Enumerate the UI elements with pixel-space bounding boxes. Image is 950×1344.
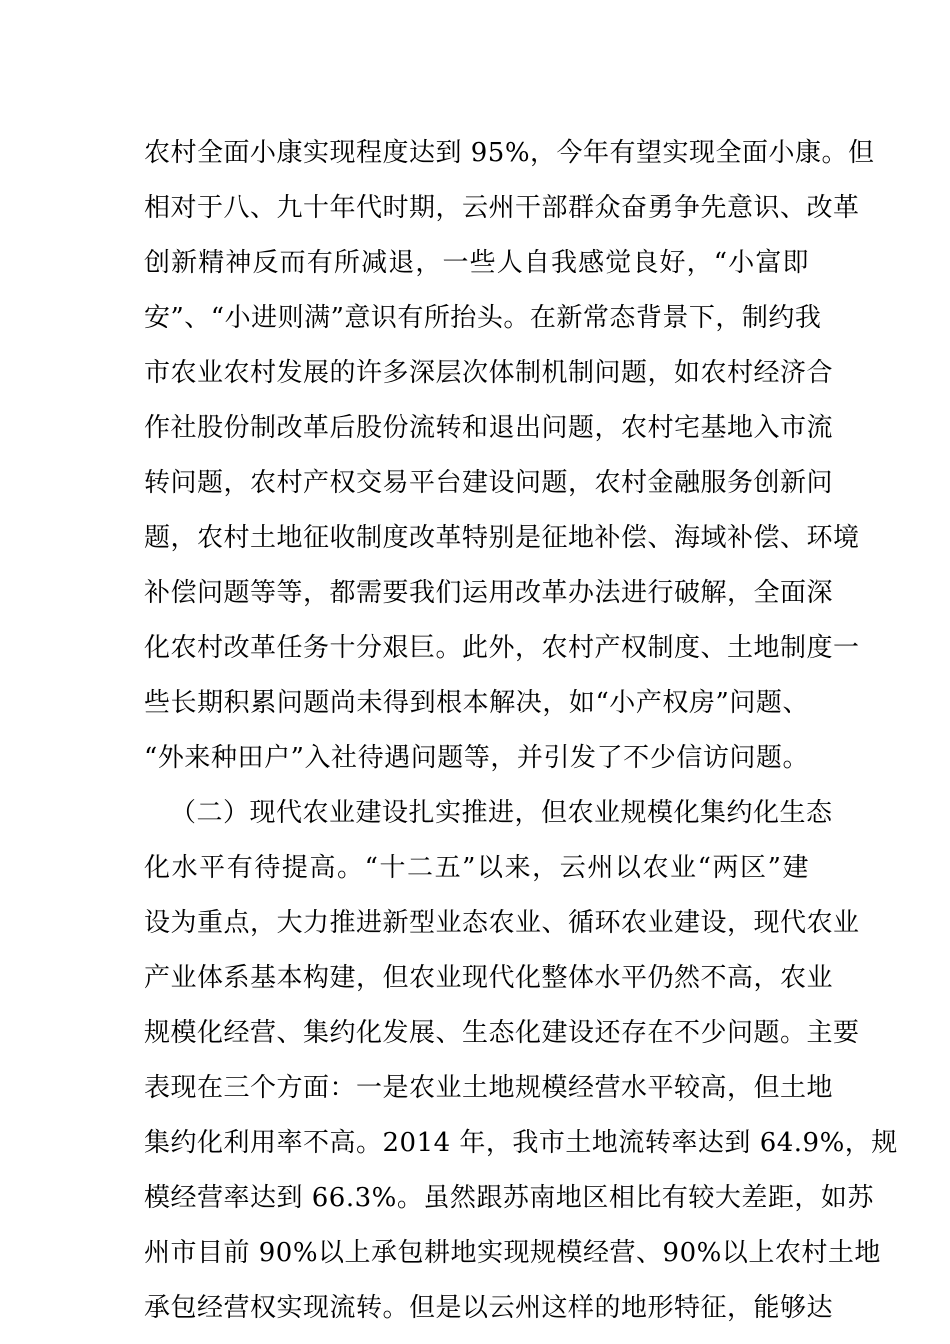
text-line: 补偿问题等等，都需要我们运用改革办法进行破解，全面深 [144,578,834,608]
text-line: 模经营率达到 66.3%。虽然跟苏南地区相比有较大差距，如苏 [144,1183,874,1213]
text-line: 安”、“小进则满”意识有所抬头。在新常态背景下，制约我 [144,303,822,333]
text-line: 创新精神反而有所减退，一些人自我感觉良好，“小富即 [144,248,809,278]
text-line: 农村全面小康实现程度达到 95%，今年有望实现全面小康。但 [144,138,875,168]
text-line: 作社股份制改革后股份流转和退出问题，农村宅基地入市流 [144,413,834,443]
text-line: 转问题，农村产权交易平台建设问题，农村金融服务创新问 [144,468,834,498]
text-line: 题，农村土地征收制度改革特别是征地补偿、海域补偿、环境 [144,523,860,553]
text-line: 设为重点，大力推进新型业态农业、循环农业建设，现代农业 [144,908,860,938]
body-text [144,126,898,1336]
text-line: 表现在三个方面：一是农业土地规模经营水平较高，但土地 [144,1073,834,1103]
text-line: 州市目前 90%以上承包耕地实现规模经营、90%以上农村土地 [144,1238,881,1268]
text-line: 化水平有待提高。“十二五”以来，云州以农业“两区”建 [144,853,809,883]
text-line: 化农村改革任务十分艰巨。此外，农村产权制度、土地制度一 [144,633,860,663]
text-line: 集约化利用率不高。2014 年，我市土地流转率达到 64.9%，规 [144,1128,898,1158]
text-line: “外来种田户”入社待遇问题等，并引发了不少信访问题。 [144,743,809,773]
section-heading-line: （二）现代农业建设扎实推进，但农业规模化集约化生态 [170,798,833,828]
text-line: 承包经营权实现流转。但是以云州这样的地形特征，能够达 [144,1293,834,1323]
text-line: 市农业农村发展的许多深层次体制机制问题，如农村经济合 [144,358,834,388]
text-line: 些长期积累问题尚未得到根本解决，如“小产权房”问题、 [144,688,809,718]
text-line: 产业体系基本构建，但农业现代化整体水平仍然不高，农业 [144,963,834,993]
text-line: 相对于八、九十年代时期，云州干部群众奋勇争先意识、改革 [144,193,860,223]
text-line: 规模化经营、集约化发展、生态化建设还存在不少问题。主要 [144,1018,860,1048]
